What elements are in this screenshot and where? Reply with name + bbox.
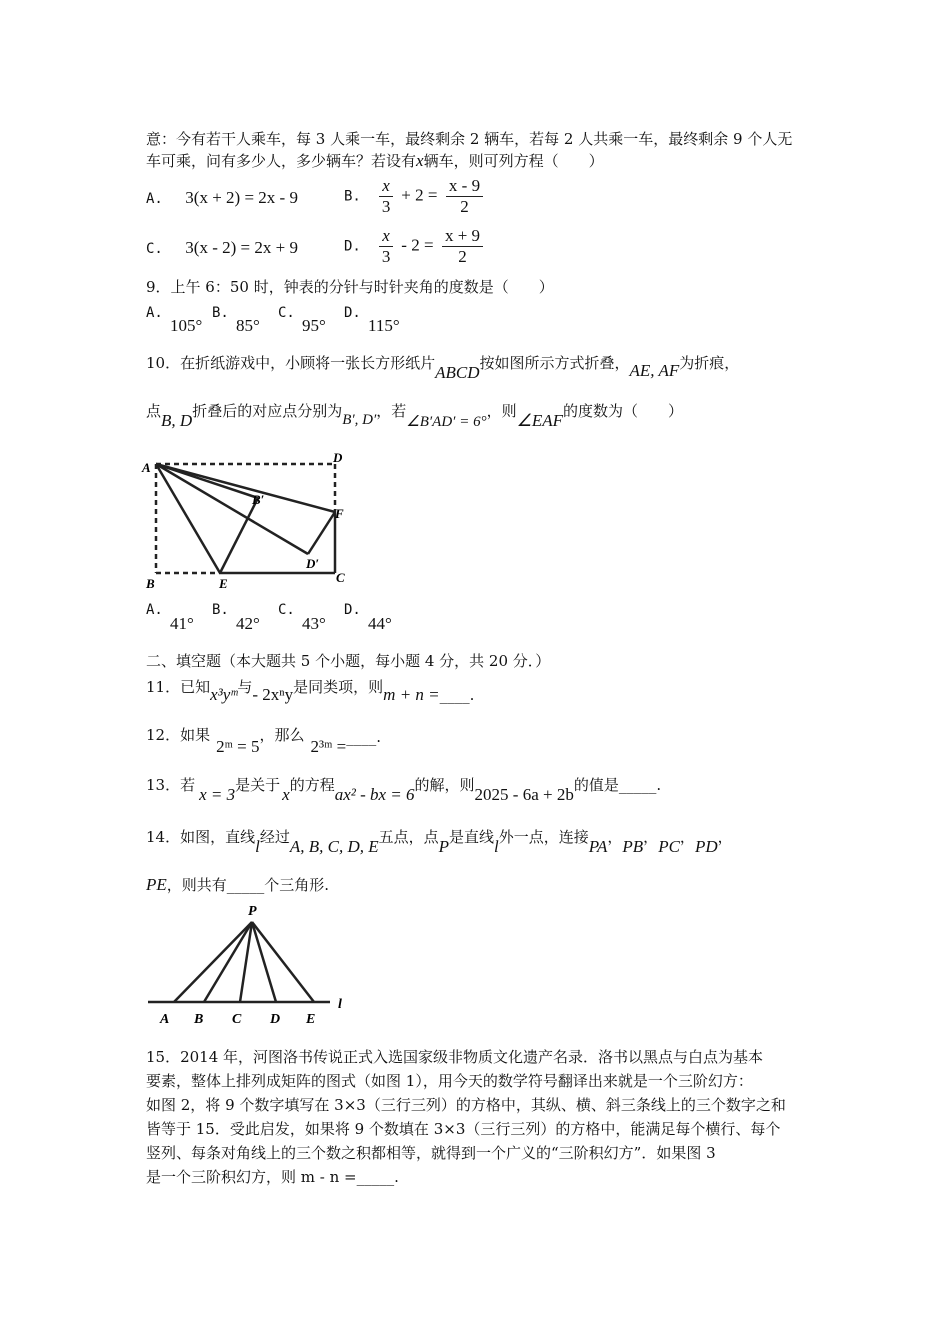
- q8-option-b[interactable]: [344, 176, 483, 217]
- q10-rect: ABCD: [435, 363, 480, 382]
- q9-option-a-value: 105°: [170, 316, 203, 335]
- q8-line-1: 意：今有若干人乘车，每 3 人乘一车，最终剩余 2 辆车，若每 2 人共乘一车，最终剩余 9 个人无: [146, 130, 793, 148]
- q13-text: 的值是_____.: [573, 776, 662, 794]
- q13: [146, 774, 662, 804]
- q14-sep: ，: [643, 828, 659, 846]
- denominator: 2: [460, 197, 469, 216]
- q8-option-c[interactable]: [146, 238, 298, 258]
- q12: [146, 724, 382, 756]
- q10-option-b-value: 42°: [236, 614, 260, 633]
- q12-expr-2: 2³ᵐ =: [310, 737, 347, 756]
- q9-option-a-label[interactable]: A.: [146, 305, 163, 321]
- q13-expression: 2025 - 6a + 2b: [474, 785, 574, 804]
- numerator: x + 9: [442, 226, 483, 247]
- q10-points: B, D: [161, 411, 193, 430]
- q8-option-d[interactable]: [344, 226, 483, 267]
- q10-text: 为折痕，: [679, 354, 740, 372]
- q10-text: 折叠后的对应点分别为: [192, 402, 343, 420]
- option-expr: 3(x + 2) = 2x - 9: [185, 188, 298, 207]
- q14-seg-pd: PD: [694, 837, 718, 856]
- option-label: C.: [146, 241, 163, 257]
- q14-sep: ，: [607, 828, 623, 846]
- label-c: C: [232, 1012, 242, 1026]
- q10-text: ，若: [376, 402, 407, 420]
- option-label: D.: [344, 238, 361, 255]
- q14-sep: ，: [679, 828, 695, 846]
- option-label: B.: [344, 188, 361, 205]
- label-d: D: [270, 1012, 281, 1026]
- q13-equation: ax² - bx = 6: [334, 785, 415, 804]
- q9-option-d-label[interactable]: D.: [344, 305, 361, 321]
- q13-text: 的方程: [289, 776, 335, 794]
- q14-sep: ，: [717, 828, 733, 846]
- q15-line-3: 如图 2，将 9 个数字填写在 3×3（三行三列）的方格中，其纵、横、斜三条线上的三个数字之和: [146, 1096, 786, 1114]
- q15-line-4: 皆等于 15．受此启发，如果将 9 个数填在 3×3（三行三列）的方格中，能满足每个横行、每个: [146, 1120, 781, 1138]
- segment-pd: [252, 922, 276, 1002]
- q14-seg-pe: PE: [146, 875, 167, 894]
- q9-option-b-label[interactable]: B.: [212, 305, 229, 321]
- segment-b1e: [220, 498, 258, 573]
- q8-var: x: [416, 151, 424, 170]
- q9-option-c-value: 95°: [302, 316, 326, 335]
- q13-expr-1: x = 3: [199, 785, 236, 804]
- label-e: E: [219, 576, 228, 591]
- denominator: 2: [458, 247, 467, 266]
- q12-text: ，那么: [259, 726, 305, 744]
- q11-text: 11．已知: [146, 678, 211, 696]
- q8-line2-tail: 辆车，则可列方程（ ）: [423, 152, 604, 170]
- q11-blank: ____.: [439, 686, 475, 704]
- label-d: D: [333, 450, 343, 465]
- q14-text: ，则共有_____个三角形.: [166, 876, 330, 894]
- q11-text: 是同类项，则: [293, 678, 384, 696]
- q13-text: 是关于: [235, 776, 281, 794]
- label-b-prime: B′: [252, 492, 265, 507]
- label-a: A: [142, 460, 151, 475]
- fraction: [446, 176, 483, 217]
- q15-line-2: 要素，整体上排列成矩阵的图式（如图 1），用今天的数学符号翻译出来就是一个三阶幻方：: [146, 1072, 753, 1090]
- q12-blank: ____.: [346, 728, 382, 746]
- label-e: E: [306, 1012, 316, 1026]
- q11-expr-3: m + n =: [383, 685, 440, 704]
- option-mid: + 2 =: [401, 185, 438, 205]
- q14-text: 14．如图，直线: [146, 828, 256, 846]
- q10-option-b-label[interactable]: B.: [212, 602, 229, 618]
- q14-point-p: P: [438, 837, 450, 856]
- option-mid: - 2 =: [401, 235, 434, 255]
- q10-option-d-label[interactable]: D.: [344, 602, 361, 618]
- q14-text: 经过: [259, 828, 290, 846]
- fraction: [379, 176, 393, 217]
- q14-text: 外一点，连接: [498, 828, 589, 846]
- q13-var: x: [282, 785, 290, 804]
- q14-text: 五点，点: [378, 828, 439, 846]
- q10-option-a-value: 41°: [170, 614, 194, 633]
- segment-pa: [174, 922, 252, 1002]
- q8-option-a[interactable]: [146, 188, 298, 208]
- q10-option-c-label[interactable]: C.: [278, 602, 295, 618]
- label-l: l: [338, 997, 342, 1012]
- q14-seg-pa: PA: [588, 837, 608, 856]
- q14-line-2: [146, 874, 329, 896]
- q9-stem: 9．上午 6：50 时，钟表的分针与时针夹角的度数是（ ）: [146, 278, 554, 296]
- q10-text: 的度数为（ ）: [563, 402, 684, 420]
- q10-target-angle: ∠EAF: [516, 411, 563, 430]
- q10-line-1: [146, 352, 740, 382]
- q10-text: 按如图所示方式折叠，: [479, 354, 630, 372]
- q14-line-l-2: l: [494, 837, 499, 856]
- q11: [146, 676, 475, 704]
- q12-text: 12．如果: [146, 726, 211, 744]
- q14-seg-pb: PB: [622, 837, 644, 856]
- option-expr: 3(x - 2) = 2x + 9: [185, 238, 298, 257]
- q11-text: 与: [237, 678, 253, 696]
- numerator: x: [379, 176, 393, 197]
- numerator: x - 9: [446, 176, 483, 197]
- crease-af: [156, 464, 335, 512]
- label-p: P: [248, 904, 257, 919]
- section-2-heading: 二、填空题（本大题共 5 个小题，每小题 4 分，共 20 分．）: [146, 652, 551, 670]
- q14-line-l: l: [255, 837, 260, 856]
- crease-ae: [156, 464, 220, 573]
- q9-option-c-label[interactable]: C.: [278, 305, 295, 321]
- q14-line-1: [146, 826, 733, 856]
- denominator: 3: [381, 247, 391, 266]
- q14-figure: [140, 898, 360, 1026]
- segment-pe: [252, 922, 314, 1002]
- q10-line-2: [146, 400, 684, 430]
- q15-line-5: 竖列、每条对角线上的三个数之积都相等，就得到一个广义的“三阶积幻方”．如果图 3: [146, 1144, 716, 1162]
- q10-figure: [140, 446, 360, 592]
- q14-text: 是直线: [449, 828, 495, 846]
- q10-creases: AE, AF: [629, 361, 680, 380]
- label-f: F: [335, 506, 344, 521]
- q10-option-c-value: 43°: [302, 614, 326, 633]
- q10-text: 点: [146, 402, 162, 420]
- q14-points: A, B, C, D, E: [289, 837, 379, 856]
- q8-line-2: [146, 150, 604, 172]
- label-c: C: [336, 570, 345, 585]
- q15-line-6: 是一个三阶积幻方，则 m - n =_____.: [146, 1168, 399, 1186]
- q10-points-prime: B′, D′: [342, 412, 377, 428]
- q9-option-b-value: 85°: [236, 316, 260, 335]
- q11-expr-1: x³yᵐ: [210, 685, 238, 704]
- label-b: B: [194, 1012, 204, 1026]
- fraction: [442, 226, 483, 267]
- segment-ad1: [156, 464, 308, 554]
- q14-seg-pc: PC: [658, 837, 680, 856]
- q13-text: 13．若: [146, 776, 196, 794]
- q15-line-1: 15．2014 年，河图洛书传说正式入选国家级非物质文化遗产名录．洛书以黑点与白点为基本: [146, 1048, 764, 1066]
- q10-text: ，则: [486, 402, 517, 420]
- label-d-prime: D′: [306, 556, 320, 571]
- segment-d1f: [308, 512, 335, 554]
- q11-expr-2: - 2xⁿy: [252, 685, 294, 704]
- q8-line2-text: 车可乘，问有多少人，多少辆车？若设有: [146, 152, 417, 170]
- q12-expr-1: 2ᵐ = 5: [216, 737, 260, 756]
- label-b: B: [146, 576, 155, 591]
- label-a: A: [160, 1012, 170, 1026]
- numerator: x: [379, 226, 393, 247]
- fraction: [379, 226, 393, 267]
- option-label: A.: [146, 191, 163, 207]
- q9-option-d-value: 115°: [368, 316, 400, 335]
- denominator: 3: [381, 197, 391, 216]
- q13-text: 的解，则: [414, 776, 475, 794]
- q10-condition: ∠B′AD′ = 6°: [406, 414, 487, 430]
- q10-option-a-label[interactable]: A.: [146, 602, 163, 618]
- q10-text: 10．在折纸游戏中，小顾将一张长方形纸片: [146, 354, 436, 372]
- q10-option-d-value: 44°: [368, 614, 392, 633]
